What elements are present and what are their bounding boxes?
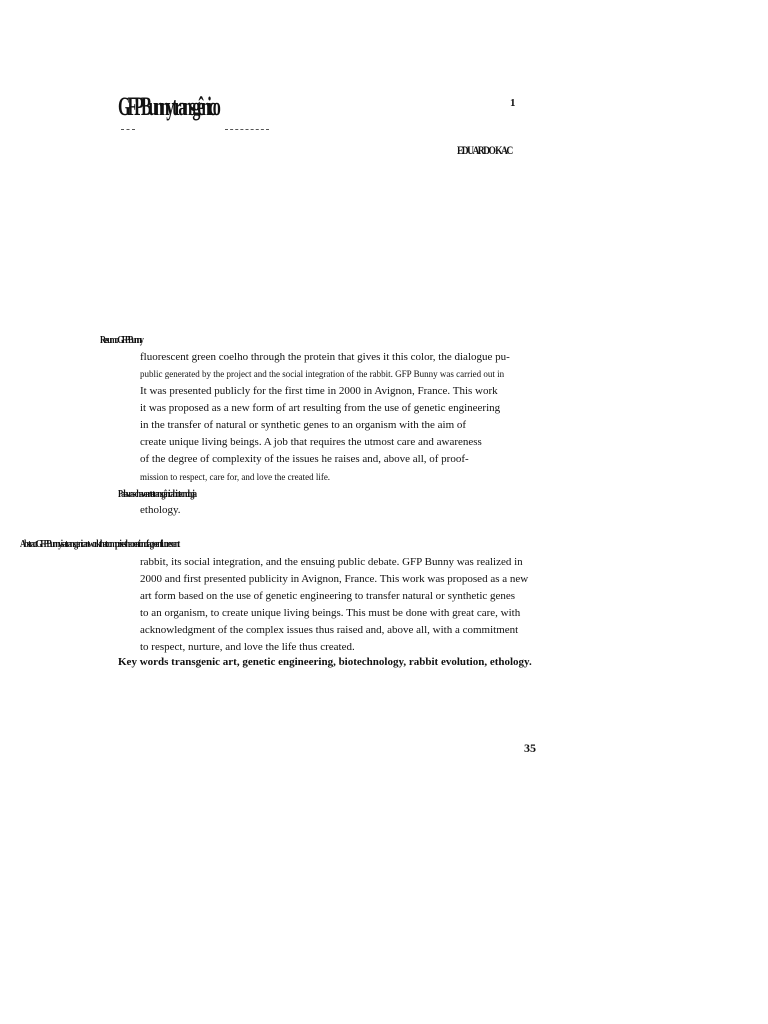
keywords-line: Key words transgenic art, genetic engineering, biotechnology, rabbit evolution, ethology. [118, 656, 532, 668]
abstract-line: art form based on the use of genetic engineering to transfer natural or synthetic genes [140, 590, 516, 602]
page-number: 35 [524, 741, 536, 755]
resumo-line: it was proposed as a new form of art resulting from the use of genetic engineering [140, 402, 501, 414]
title-rule-short [121, 129, 135, 130]
abstract-line: to respect, nurture, and love the life thus created. [140, 641, 355, 653]
resumo-line: of the degree of complexity of the issues he raises and, above all, of proof- [140, 453, 469, 465]
resumo-line: mission to respect, care for, and love the created life. [140, 472, 331, 482]
abstract-line: rabbit, its social integration, and the ensuing public debate. GFP Bunny was realized in [140, 556, 523, 568]
resumo-line: in the transfer of natural or synthetic genes to an organism with the aim of [140, 419, 467, 431]
author-name: EDUARDO KAC [457, 143, 512, 157]
resumo-line: public generated by the project and the social integration of the rabbit. GFP Bunny was carried out in [140, 369, 505, 379]
palavras-chave-heading: Palavras-chave arte transgênica biotecnologia [118, 488, 196, 500]
palavras-chave-continuation: ethology. [140, 504, 181, 516]
resumo-heading: Resumo GFP Bunny [100, 334, 142, 346]
resumo-line: fluorescent green coelho through the protein that gives it this color, the dialogue pu- [140, 351, 510, 363]
title-rule-long [225, 129, 269, 130]
article-title: GFP Bunny transgênico [118, 92, 218, 121]
footnote-marker: 1 [510, 97, 516, 109]
abstract-line: acknowledgment of the complex issues thus raised and, above all, with a commitment [140, 624, 519, 636]
abstract-line: 2000 and first presented publicity in Avignon, France. This work was proposed as a new [140, 573, 529, 585]
abstract-heading: Abstract GFP Bunny is a transgenic artwork that comprises the creation of a green fluorescent [20, 538, 179, 550]
resumo-line: create unique living beings. A job that requires the utmost care and awareness [140, 436, 482, 448]
resumo-line: It was presented publicly for the first time in 2000 in Avignon, France. This work [140, 385, 498, 397]
abstract-line: to an organism, to create unique living beings. This must be done with great care, with [140, 607, 521, 619]
